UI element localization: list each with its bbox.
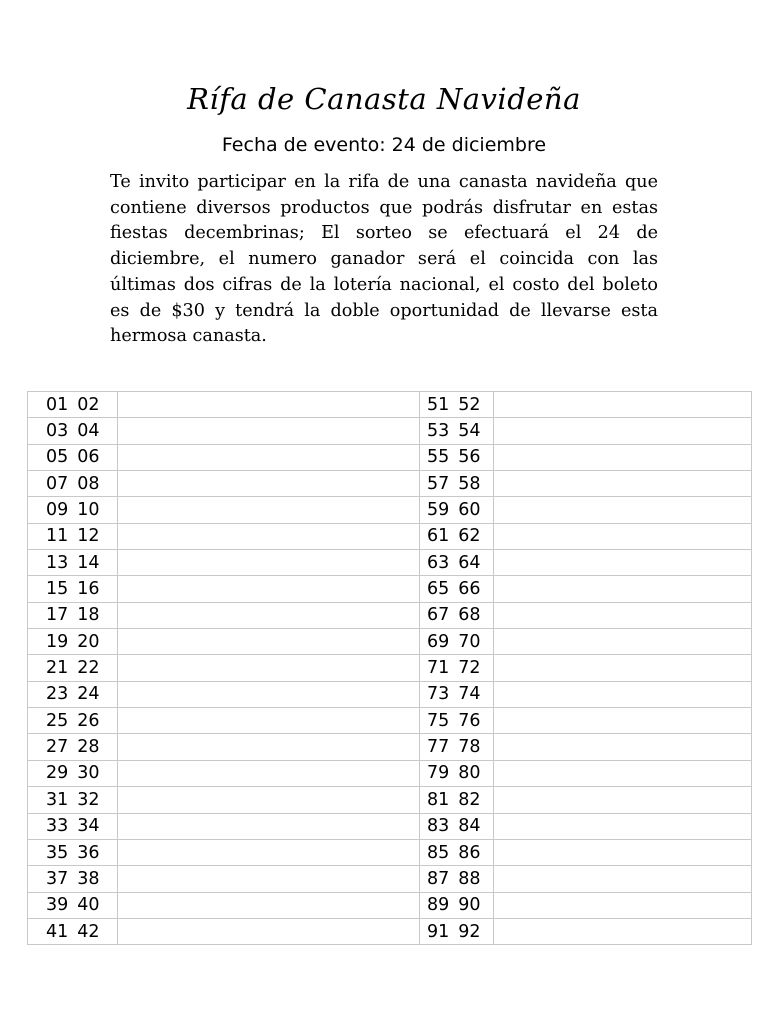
ticket-number: 37 <box>46 868 69 889</box>
ticket-number-pair <box>28 892 118 918</box>
ticket-number: 87 <box>427 868 450 889</box>
buyer-name-cell[interactable] <box>118 497 420 523</box>
buyer-name-cell[interactable] <box>494 392 752 418</box>
ticket-number: 84 <box>458 816 481 837</box>
ticket-number-pair <box>28 760 118 786</box>
ticket-number-pair <box>420 392 494 418</box>
ticket-number: 20 <box>77 631 100 652</box>
buyer-name-cell[interactable] <box>118 471 420 497</box>
ticket-number-pair <box>28 681 118 707</box>
ticket-number-pair <box>420 760 494 786</box>
buyer-name-cell[interactable] <box>118 734 420 760</box>
ticket-number: 78 <box>458 737 481 758</box>
ticket-number: 13 <box>46 552 69 573</box>
table-row <box>28 681 752 707</box>
ticket-number: 04 <box>77 421 100 442</box>
ticket-number: 03 <box>46 421 69 442</box>
buyer-name-cell[interactable] <box>118 418 420 444</box>
ticket-number: 19 <box>46 631 69 652</box>
buyer-name-cell[interactable] <box>494 629 752 655</box>
ticket-number: 60 <box>458 500 481 521</box>
buyer-name-cell[interactable] <box>494 813 752 839</box>
ticket-number-pair <box>28 550 118 576</box>
buyer-name-cell[interactable] <box>118 813 420 839</box>
ticket-number: 62 <box>458 526 481 547</box>
ticket-number: 63 <box>427 552 450 573</box>
ticket-number: 23 <box>46 684 69 705</box>
ticket-number: 06 <box>77 447 100 468</box>
ticket-number: 80 <box>458 763 481 784</box>
ticket-number: 12 <box>77 526 100 547</box>
table-row <box>28 839 752 865</box>
buyer-name-cell[interactable] <box>494 418 752 444</box>
buyer-name-cell[interactable] <box>118 918 420 944</box>
table-row <box>28 602 752 628</box>
ticket-number-pair <box>420 629 494 655</box>
ticket-number: 09 <box>46 500 69 521</box>
buyer-name-cell[interactable] <box>118 444 420 470</box>
ticket-number: 21 <box>46 658 69 679</box>
buyer-name-cell[interactable] <box>494 760 752 786</box>
ticket-number-pair <box>420 813 494 839</box>
table-row <box>28 550 752 576</box>
ticket-number: 31 <box>46 789 69 810</box>
ticket-number: 58 <box>458 473 481 494</box>
buyer-name-cell[interactable] <box>494 523 752 549</box>
buyer-name-cell[interactable] <box>118 523 420 549</box>
buyer-name-cell[interactable] <box>494 918 752 944</box>
ticket-number: 28 <box>77 737 100 758</box>
buyer-name-cell[interactable] <box>118 866 420 892</box>
ticket-number: 64 <box>458 552 481 573</box>
ticket-number: 07 <box>46 473 69 494</box>
buyer-name-cell[interactable] <box>494 550 752 576</box>
table-row <box>28 918 752 944</box>
buyer-name-cell[interactable] <box>494 734 752 760</box>
ticket-number-pair <box>28 734 118 760</box>
ticket-number: 70 <box>458 631 481 652</box>
ticket-number: 11 <box>46 526 69 547</box>
buyer-name-cell[interactable] <box>494 866 752 892</box>
ticket-number: 26 <box>77 710 100 731</box>
table-row <box>28 813 752 839</box>
ticket-number: 27 <box>46 737 69 758</box>
ticket-number-pair <box>28 918 118 944</box>
buyer-name-cell[interactable] <box>118 602 420 628</box>
buyer-name-cell[interactable] <box>118 787 420 813</box>
document-title: Rífa de Canasta Navideña <box>187 82 581 116</box>
ticket-number: 01 <box>46 394 69 415</box>
ticket-number: 61 <box>427 526 450 547</box>
ticket-number-pair <box>420 892 494 918</box>
ticket-number: 36 <box>77 842 100 863</box>
ticket-number-pair <box>28 787 118 813</box>
ticket-number: 40 <box>77 895 100 916</box>
ticket-number: 38 <box>77 868 100 889</box>
ticket-number-pair <box>28 602 118 628</box>
table-row <box>28 418 752 444</box>
ticket-number: 77 <box>427 737 450 758</box>
ticket-number: 79 <box>427 763 450 784</box>
table-row <box>28 866 752 892</box>
ticket-number-pair <box>28 576 118 602</box>
table-row <box>28 497 752 523</box>
buyer-name-cell[interactable] <box>494 471 752 497</box>
table-row <box>28 576 752 602</box>
ticket-number-pair <box>28 813 118 839</box>
ticket-number: 56 <box>458 447 481 468</box>
ticket-number: 53 <box>427 421 450 442</box>
ticket-number: 52 <box>458 394 481 415</box>
ticket-number: 81 <box>427 789 450 810</box>
buyer-name-cell[interactable] <box>118 576 420 602</box>
ticket-number-pair <box>420 866 494 892</box>
ticket-number: 29 <box>46 763 69 784</box>
ticket-number: 30 <box>77 763 100 784</box>
table-row <box>28 787 752 813</box>
ticket-number-pair <box>28 444 118 470</box>
table-row <box>28 708 752 734</box>
ticket-number: 33 <box>46 816 69 837</box>
ticket-number: 68 <box>458 605 481 626</box>
buyer-name-cell[interactable] <box>494 681 752 707</box>
ticket-number: 89 <box>427 895 450 916</box>
ticket-number: 55 <box>427 447 450 468</box>
ticket-number-pair <box>420 681 494 707</box>
ticket-number: 57 <box>427 473 450 494</box>
buyer-name-cell[interactable] <box>118 629 420 655</box>
buyer-name-cell[interactable] <box>494 655 752 681</box>
ticket-number-pair <box>28 655 118 681</box>
ticket-number: 51 <box>427 394 450 415</box>
buyer-name-cell[interactable] <box>118 655 420 681</box>
buyer-name-cell[interactable] <box>118 550 420 576</box>
table-row <box>28 523 752 549</box>
ticket-number-pair <box>420 471 494 497</box>
ticket-number: 39 <box>46 895 69 916</box>
ticket-number-pair <box>28 708 118 734</box>
buyer-name-cell[interactable] <box>118 392 420 418</box>
ticket-number-pair <box>28 392 118 418</box>
ticket-number-pair <box>420 418 494 444</box>
ticket-number: 66 <box>458 579 481 600</box>
ticket-number: 10 <box>77 500 100 521</box>
ticket-number: 92 <box>458 921 481 942</box>
ticket-number: 83 <box>427 816 450 837</box>
ticket-number: 90 <box>458 895 481 916</box>
buyer-name-cell[interactable] <box>494 787 752 813</box>
ticket-number-pair <box>420 444 494 470</box>
ticket-rows <box>28 392 752 945</box>
ticket-number: 18 <box>77 605 100 626</box>
ticket-number-pair <box>28 523 118 549</box>
buyer-name-cell[interactable] <box>118 760 420 786</box>
ticket-number-pair <box>28 866 118 892</box>
ticket-number: 67 <box>427 605 450 626</box>
table-row <box>28 629 752 655</box>
table-row <box>28 734 752 760</box>
ticket-number-pair <box>420 497 494 523</box>
ticket-number: 17 <box>46 605 69 626</box>
ticket-number: 05 <box>46 447 69 468</box>
ticket-number: 32 <box>77 789 100 810</box>
ticket-number-pair <box>420 523 494 549</box>
ticket-number-pair <box>28 418 118 444</box>
buyer-name-cell[interactable] <box>118 708 420 734</box>
ticket-number: 02 <box>77 394 100 415</box>
intro-paragraph: Te invito participar en la rifa de una canasta navideña que contiene diversos productos que podrás disfrutar en estas fiestas decembrinas; El sorteo se efectuará el 24 de diciembre, el numero ganador será el coincida con las últimas dos cifras de la lotería nacional, el costo del boleto es de $30 y tendrá la doble oportunidad de llevarse esta hermosa canasta. <box>110 172 658 347</box>
ticket-number: 91 <box>427 921 450 942</box>
buyer-name-cell[interactable] <box>494 602 752 628</box>
ticket-number: 76 <box>458 710 481 731</box>
ticket-number: 65 <box>427 579 450 600</box>
table-row <box>28 655 752 681</box>
ticket-number-pair <box>28 471 118 497</box>
ticket-number: 82 <box>458 789 481 810</box>
ticket-number: 35 <box>46 842 69 863</box>
ticket-number: 71 <box>427 658 450 679</box>
ticket-number: 16 <box>77 579 100 600</box>
ticket-number: 14 <box>77 552 100 573</box>
ticket-number: 74 <box>458 684 481 705</box>
ticket-number: 73 <box>427 684 450 705</box>
ticket-number-pair <box>420 734 494 760</box>
table-row <box>28 444 752 470</box>
ticket-number: 08 <box>77 473 100 494</box>
ticket-number-pair <box>420 787 494 813</box>
ticket-number: 75 <box>427 710 450 731</box>
ticket-number-pair <box>420 602 494 628</box>
ticket-number: 86 <box>458 842 481 863</box>
ticket-number-pair <box>420 839 494 865</box>
ticket-number: 25 <box>46 710 69 731</box>
ticket-number-pair <box>28 629 118 655</box>
ticket-number: 88 <box>458 868 481 889</box>
buyer-name-cell[interactable] <box>494 708 752 734</box>
ticket-number: 59 <box>427 500 450 521</box>
ticket-number-pair <box>420 708 494 734</box>
table-row <box>28 392 752 418</box>
buyer-name-cell[interactable] <box>494 444 752 470</box>
table-row <box>28 892 752 918</box>
ticket-number: 22 <box>77 658 100 679</box>
ticket-number: 54 <box>458 421 481 442</box>
ticket-number-pair <box>420 918 494 944</box>
ticket-number: 72 <box>458 658 481 679</box>
ticket-number: 42 <box>77 921 100 942</box>
ticket-table <box>27 391 752 945</box>
ticket-number-pair <box>28 497 118 523</box>
ticket-number-pair <box>420 576 494 602</box>
ticket-number: 15 <box>46 579 69 600</box>
buyer-name-cell[interactable] <box>494 497 752 523</box>
ticket-number-pair <box>28 839 118 865</box>
ticket-number: 41 <box>46 921 69 942</box>
ticket-number: 24 <box>77 684 100 705</box>
buyer-name-cell[interactable] <box>494 892 752 918</box>
buyer-name-cell[interactable] <box>118 892 420 918</box>
event-date: Fecha de evento: 24 de diciembre <box>221 134 547 156</box>
ticket-number: 69 <box>427 631 450 652</box>
ticket-number-pair <box>420 655 494 681</box>
buyer-name-cell[interactable] <box>494 839 752 865</box>
table-row <box>28 471 752 497</box>
buyer-name-cell[interactable] <box>494 576 752 602</box>
buyer-name-cell[interactable] <box>118 681 420 707</box>
ticket-number-pair <box>420 550 494 576</box>
ticket-number: 85 <box>427 842 450 863</box>
buyer-name-cell[interactable] <box>118 839 420 865</box>
ticket-number: 34 <box>77 816 100 837</box>
table-row <box>28 760 752 786</box>
